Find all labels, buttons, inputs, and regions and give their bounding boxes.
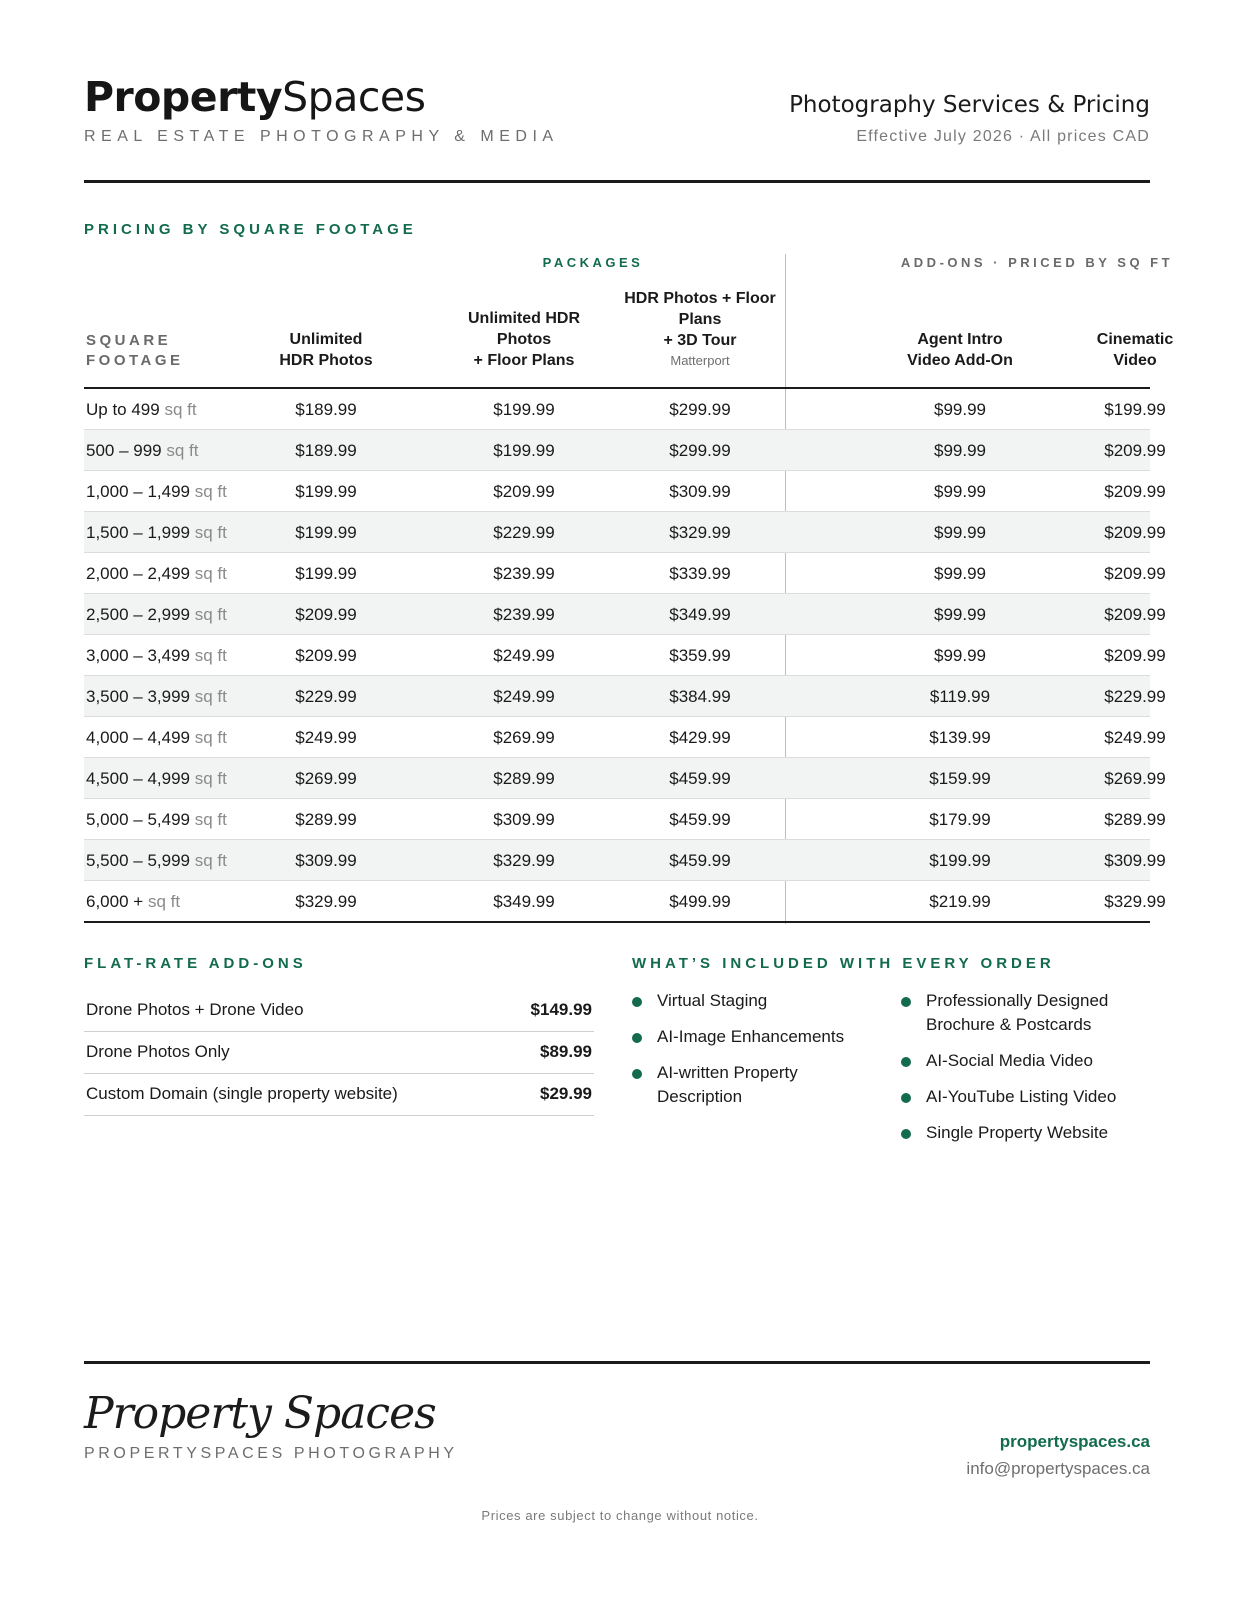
header-hdr-floor-3d bbox=[601, 288, 799, 371]
included-item bbox=[901, 989, 1131, 1037]
email-link[interactable]: info@propertyspaces.ca bbox=[966, 1459, 1150, 1478]
table-row bbox=[84, 881, 1166, 923]
price-cell: $199.99 bbox=[295, 564, 357, 583]
header-line: Photos bbox=[496, 331, 552, 348]
website-link[interactable]: propertyspaces.ca bbox=[999, 1432, 1150, 1451]
header-divider bbox=[84, 180, 1150, 183]
square-footage-range: 3,500 – 3,999 bbox=[86, 687, 190, 706]
included-item-text: Virtual Staging bbox=[657, 991, 768, 1010]
brand-logo bbox=[84, 72, 559, 122]
table-row bbox=[84, 594, 1166, 635]
square-footage-unit: sq ft bbox=[166, 441, 199, 460]
included-title: WHAT’S INCLUDED WITH EVERY ORDER bbox=[632, 955, 1055, 972]
price-cell: $239.99 bbox=[493, 605, 555, 624]
price-cell: $289.99 bbox=[493, 769, 555, 788]
price-cell: $209.99 bbox=[1104, 646, 1166, 665]
price-cell: $329.99 bbox=[1104, 892, 1166, 911]
square-footage-cell bbox=[86, 851, 227, 871]
table-row bbox=[84, 430, 1166, 471]
square-footage-range: 4,000 – 4,499 bbox=[86, 728, 190, 747]
square-footage-unit: sq ft bbox=[194, 851, 227, 870]
flat-rate-name: Custom Domain (single property website) bbox=[86, 1084, 398, 1103]
flat-rate-price: $29.99 bbox=[540, 1084, 592, 1103]
price-cell: $199.99 bbox=[295, 523, 357, 542]
header-line: Cinematic bbox=[1096, 331, 1174, 348]
included-item-text: AI-written Property Description bbox=[657, 1063, 798, 1106]
square-footage-range: 1,000 – 1,499 bbox=[86, 482, 190, 501]
included-item-text: AI-Social Media Video bbox=[926, 1051, 1093, 1070]
price-cell: $339.99 bbox=[669, 564, 731, 583]
price-cell: $329.99 bbox=[493, 851, 555, 870]
included-item bbox=[901, 1121, 1131, 1145]
price-cell: $139.99 bbox=[929, 728, 991, 747]
document-heading bbox=[789, 92, 1150, 146]
document-title: Photography Services & Pricing bbox=[789, 92, 1150, 118]
brand-name-bold: Property bbox=[84, 73, 283, 121]
price-cell: $209.99 bbox=[1104, 605, 1166, 624]
price-cell: $209.99 bbox=[295, 646, 357, 665]
header-square-footage bbox=[86, 331, 184, 371]
footer-brand bbox=[84, 1388, 458, 1463]
bullet-icon bbox=[632, 1033, 642, 1043]
group-addons-label: ADD-ONS · PRICED BY SQ FT bbox=[900, 255, 1174, 270]
bullet-icon bbox=[901, 1093, 911, 1103]
table-body bbox=[84, 389, 1166, 923]
square-footage-cell bbox=[86, 605, 227, 625]
flat-rate-item bbox=[84, 990, 594, 1032]
table-row bbox=[84, 512, 1166, 553]
price-cell: $459.99 bbox=[669, 769, 731, 788]
brand-tagline: REAL ESTATE PHOTOGRAPHY & MEDIA bbox=[84, 128, 559, 145]
price-cell: $349.99 bbox=[669, 605, 731, 624]
price-cell: $309.99 bbox=[493, 810, 555, 829]
price-cell: $99.99 bbox=[934, 441, 986, 460]
bullet-icon bbox=[632, 997, 642, 1007]
price-cell: $119.99 bbox=[929, 687, 991, 706]
price-cell: $199.99 bbox=[493, 400, 555, 419]
bullet-icon bbox=[901, 1057, 911, 1067]
price-cell: $299.99 bbox=[669, 441, 731, 460]
price-cell: $99.99 bbox=[934, 523, 986, 542]
square-footage-cell bbox=[86, 728, 227, 748]
header-line: HDR Photos + Floor bbox=[624, 290, 776, 307]
price-cell: $199.99 bbox=[929, 851, 991, 870]
header-unlimited-hdr bbox=[247, 329, 405, 371]
price-cell: $299.99 bbox=[669, 400, 731, 419]
price-cell: $99.99 bbox=[934, 564, 986, 583]
header-matterport-note: Matterport bbox=[670, 353, 730, 368]
price-cell: $269.99 bbox=[295, 769, 357, 788]
square-footage-unit: sq ft bbox=[194, 605, 227, 624]
header-line: Plans bbox=[678, 311, 722, 328]
footer-tagline: PROPERTYSPACES PHOTOGRAPHY bbox=[84, 1445, 458, 1462]
brand-block bbox=[84, 72, 559, 146]
flat-rate-item bbox=[84, 1074, 594, 1116]
price-cell: $209.99 bbox=[1104, 564, 1166, 583]
square-footage-unit: sq ft bbox=[194, 769, 227, 788]
square-footage-range: 500 – 999 bbox=[86, 441, 162, 460]
price-cell: $249.99 bbox=[295, 728, 357, 747]
price-cell: $189.99 bbox=[295, 400, 357, 419]
square-footage-cell bbox=[86, 564, 227, 584]
footer-divider bbox=[84, 1361, 1150, 1364]
header-line: HDR Photos bbox=[279, 352, 373, 369]
included-item-text: Single Property Website bbox=[926, 1123, 1109, 1142]
header-line: + 3D Tour bbox=[663, 332, 737, 349]
price-cell: $459.99 bbox=[669, 851, 731, 870]
table-row bbox=[84, 840, 1166, 881]
square-footage-range: 3,000 – 3,499 bbox=[86, 646, 190, 665]
included-item-text: Professionally Designed Brochure & Postcards bbox=[926, 991, 1109, 1034]
square-footage-range: 5,000 – 5,499 bbox=[86, 810, 190, 829]
price-cell: $329.99 bbox=[669, 523, 731, 542]
bullet-icon bbox=[632, 1069, 642, 1079]
price-cell: $309.99 bbox=[669, 482, 731, 501]
square-footage-unit: sq ft bbox=[194, 646, 227, 665]
square-footage-range: Up to 499 bbox=[86, 400, 160, 419]
included-item bbox=[901, 1085, 1131, 1109]
flat-rate-list bbox=[84, 990, 594, 1116]
price-cell: $179.99 bbox=[929, 810, 991, 829]
header-line: Unlimited bbox=[289, 331, 363, 348]
price-cell: $229.99 bbox=[493, 523, 555, 542]
included-item-text: AI-YouTube Listing Video bbox=[926, 1087, 1117, 1106]
square-footage-range: 2,000 – 2,499 bbox=[86, 564, 190, 583]
disclaimer-note: Prices are subject to change without notice. bbox=[481, 1508, 759, 1523]
table-row bbox=[84, 553, 1166, 594]
header-line: Agent Intro bbox=[917, 331, 1003, 348]
price-cell: $289.99 bbox=[1104, 810, 1166, 829]
header-agent-intro bbox=[875, 329, 1045, 371]
pricing-table bbox=[84, 255, 1174, 923]
price-cell: $159.99 bbox=[929, 769, 991, 788]
included-item bbox=[632, 1025, 862, 1049]
included-item-text: AI-Image Enhancements bbox=[657, 1027, 845, 1046]
square-footage-unit: sq ft bbox=[194, 810, 227, 829]
flat-rate-price: $89.99 bbox=[540, 1042, 592, 1061]
header-line: Video bbox=[1113, 352, 1157, 369]
square-footage-range: 2,500 – 2,999 bbox=[86, 605, 190, 624]
price-cell: $209.99 bbox=[493, 482, 555, 501]
square-footage-cell bbox=[86, 400, 197, 420]
table-header-row bbox=[84, 285, 1174, 389]
square-footage-cell bbox=[86, 769, 227, 789]
signature-logo: Property Spaces bbox=[84, 1388, 436, 1439]
square-footage-cell bbox=[86, 646, 227, 666]
price-cell: $99.99 bbox=[934, 482, 986, 501]
pricing-section-title: PRICING BY SQUARE FOOTAGE bbox=[84, 221, 417, 238]
price-cell: $459.99 bbox=[669, 810, 731, 829]
price-cell: $269.99 bbox=[1104, 769, 1166, 788]
table-row bbox=[84, 758, 1166, 799]
header-square-footage-line1: SQUARE bbox=[86, 332, 172, 349]
table-row bbox=[84, 799, 1166, 840]
square-footage-cell bbox=[86, 892, 180, 912]
table-row bbox=[84, 471, 1166, 512]
column-group-row bbox=[84, 255, 1174, 285]
included-list-left bbox=[632, 989, 862, 1121]
price-cell: $359.99 bbox=[669, 646, 731, 665]
square-footage-unit: sq ft bbox=[194, 523, 227, 542]
square-footage-unit: sq ft bbox=[194, 564, 227, 583]
price-cell: $209.99 bbox=[1104, 482, 1166, 501]
included-list-right bbox=[901, 989, 1131, 1157]
header-line: + Floor Plans bbox=[473, 352, 575, 369]
price-cell: $429.99 bbox=[669, 728, 731, 747]
table-row bbox=[84, 635, 1166, 676]
price-cell: $99.99 bbox=[934, 605, 986, 624]
price-cell: $499.99 bbox=[669, 892, 731, 911]
flat-rate-name: Drone Photos Only bbox=[86, 1042, 230, 1061]
square-footage-cell bbox=[86, 441, 199, 461]
price-cell: $269.99 bbox=[493, 728, 555, 747]
header-square-footage-line2: FOOTAGE bbox=[86, 352, 184, 369]
table-row bbox=[84, 717, 1166, 758]
square-footage-cell bbox=[86, 523, 227, 543]
price-cell: $249.99 bbox=[1104, 728, 1166, 747]
price-cell: $309.99 bbox=[1104, 851, 1166, 870]
price-cell: $199.99 bbox=[493, 441, 555, 460]
document-subtitle: Effective July 2026 · All prices CAD bbox=[856, 128, 1150, 145]
brand-name-light: Spaces bbox=[282, 73, 426, 121]
price-cell: $209.99 bbox=[1104, 441, 1166, 460]
square-footage-unit: sq ft bbox=[194, 482, 227, 501]
header-hdr-floor-plans bbox=[429, 308, 619, 371]
included-item bbox=[901, 1049, 1131, 1073]
included-item bbox=[632, 1061, 862, 1109]
bullet-icon bbox=[901, 997, 911, 1007]
price-cell: $229.99 bbox=[295, 687, 357, 706]
flat-rate-title: FLAT-RATE ADD-ONS bbox=[84, 955, 307, 972]
square-footage-unit: sq ft bbox=[194, 687, 227, 706]
bullet-icon bbox=[901, 1129, 911, 1139]
square-footage-range: 5,500 – 5,999 bbox=[86, 851, 190, 870]
flat-rate-name: Drone Photos + Drone Video bbox=[86, 1000, 304, 1019]
square-footage-unit: sq ft bbox=[194, 728, 227, 747]
square-footage-cell bbox=[86, 687, 227, 707]
included-item bbox=[632, 989, 862, 1013]
header-line: Unlimited HDR bbox=[468, 310, 580, 327]
square-footage-range: 1,500 – 1,999 bbox=[86, 523, 190, 542]
price-cell: $209.99 bbox=[295, 605, 357, 624]
table-row bbox=[84, 676, 1166, 717]
price-cell: $229.99 bbox=[1104, 687, 1166, 706]
group-packages-label: PACKAGES bbox=[542, 255, 644, 270]
square-footage-unit: sq ft bbox=[164, 400, 197, 419]
square-footage-cell bbox=[86, 810, 227, 830]
square-footage-range: 4,500 – 4,999 bbox=[86, 769, 190, 788]
price-cell: $329.99 bbox=[295, 892, 357, 911]
header-cinematic bbox=[1057, 329, 1213, 371]
price-cell: $219.99 bbox=[929, 892, 991, 911]
price-cell: $249.99 bbox=[493, 646, 555, 665]
price-cell: $199.99 bbox=[1104, 400, 1166, 419]
price-cell: $189.99 bbox=[295, 441, 357, 460]
price-cell: $239.99 bbox=[493, 564, 555, 583]
flat-rate-item bbox=[84, 1032, 594, 1074]
price-cell: $199.99 bbox=[295, 482, 357, 501]
square-footage-range: 6,000 + bbox=[86, 892, 144, 911]
price-cell: $249.99 bbox=[493, 687, 555, 706]
price-cell: $99.99 bbox=[934, 400, 986, 419]
square-footage-unit: sq ft bbox=[147, 892, 181, 911]
price-cell: $289.99 bbox=[295, 810, 357, 829]
price-cell: $99.99 bbox=[934, 646, 986, 665]
price-cell: $384.99 bbox=[669, 687, 731, 706]
price-cell: $349.99 bbox=[493, 892, 555, 911]
price-cell: $209.99 bbox=[1104, 523, 1166, 542]
price-cell: $309.99 bbox=[295, 851, 357, 870]
table-row bbox=[84, 389, 1166, 430]
header-line: Video Add-On bbox=[907, 352, 1013, 369]
flat-rate-price: $149.99 bbox=[530, 1000, 592, 1019]
square-footage-cell bbox=[86, 482, 227, 502]
contact-block bbox=[966, 1428, 1150, 1482]
